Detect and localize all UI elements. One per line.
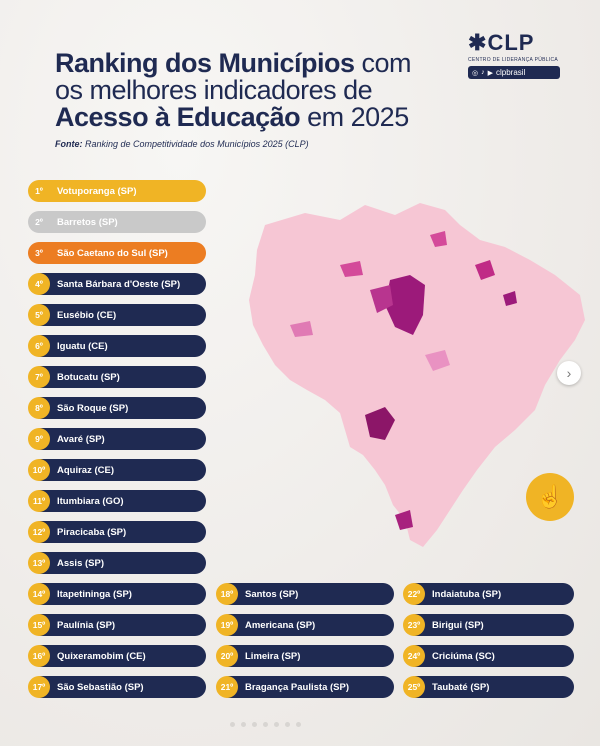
title-bold-1: Ranking dos Municípios (55, 48, 355, 78)
page-dot (252, 722, 257, 727)
ranking-row (405, 583, 574, 605)
instagram-icon: ◎ (472, 69, 479, 77)
rank-badge: 7º (28, 366, 50, 388)
ranking-row (405, 614, 574, 636)
municipality-name: Paulínia (SP) (57, 619, 116, 631)
rank-badge: 10º (28, 459, 50, 481)
rank-badge: 17º (28, 676, 50, 698)
ranking-row (30, 583, 206, 605)
title-line-2: os melhores indicadores de (55, 75, 373, 105)
ranking-row (30, 335, 206, 357)
municipality-name: Eusébio (CE) (57, 309, 117, 321)
rank-badge: 24º (403, 645, 425, 667)
ranking-row (30, 211, 206, 233)
ranking-row (218, 583, 394, 605)
municipality-name: Bragança Paulista (SP) (245, 681, 350, 693)
social-handles (468, 66, 560, 79)
ranking-row (30, 614, 206, 636)
page-dot (296, 722, 301, 727)
source-note (55, 139, 309, 149)
ranking-row (218, 614, 394, 636)
title-rest-3: em 2025 (300, 102, 409, 132)
municipality-name: Criciúma (SC) (432, 650, 495, 662)
rank-badge: 22º (403, 583, 425, 605)
ranking-row (30, 490, 206, 512)
municipality-name: Piracicaba (SP) (57, 526, 127, 538)
rank-badge: 13º (28, 552, 50, 574)
tap-hint (526, 473, 574, 521)
next-slide-button[interactable] (557, 361, 581, 385)
logo-text: CLP (487, 30, 535, 55)
rank-badge: 23º (403, 614, 425, 636)
municipality-name: Santos (SP) (245, 588, 299, 600)
rank-badge: 25º (403, 676, 425, 698)
title-rest-1: com (354, 48, 412, 78)
clp-logo (468, 30, 563, 79)
ranking-row (30, 676, 206, 698)
ranking-row (30, 521, 206, 543)
rank-badge: 4º (28, 273, 50, 295)
youtube-icon: ▶ (487, 69, 493, 77)
ranking-row (30, 180, 206, 202)
person-icon: ✱ (468, 30, 488, 55)
rank-badge: 15º (28, 614, 50, 636)
rank-badge: 9º (28, 428, 50, 450)
ranking-row (218, 676, 394, 698)
ranking-row (30, 242, 206, 264)
municipality-name: Quixeramobim (CE) (57, 650, 146, 662)
rank-badge: 11º (28, 490, 50, 512)
title-bold-3: Acesso à Educação (55, 102, 301, 132)
municipality-name: Itumbiara (GO) (57, 495, 124, 507)
rank-badge: 21º (216, 676, 238, 698)
page-dot (274, 722, 279, 727)
municipality-name: Botucatu (SP) (57, 371, 120, 383)
municipality-name: Votuporanga (SP) (57, 185, 137, 197)
municipality-name: Limeira (SP) (245, 650, 301, 662)
source-label: Fonte: (55, 139, 83, 149)
ranking-row (218, 645, 394, 667)
ranking-row (30, 366, 206, 388)
ranking-row (30, 428, 206, 450)
rank-badge: 19º (216, 614, 238, 636)
page-dot (285, 722, 290, 727)
ranking-row (30, 397, 206, 419)
ranking-row (30, 459, 206, 481)
rank-badge: 14º (28, 583, 50, 605)
rank-badge: 8º (28, 397, 50, 419)
page-title (55, 50, 455, 131)
ranking-row (405, 645, 574, 667)
municipality-name: Iguatu (CE) (57, 340, 108, 352)
rank-badge: 18º (216, 583, 238, 605)
ranking-row (405, 676, 574, 698)
municipality-name: Americana (SP) (245, 619, 316, 631)
rank-badge: 2º (28, 211, 50, 233)
municipality-name: Assis (SP) (57, 557, 104, 569)
ranking-row (30, 645, 206, 667)
rank-badge: 3º (28, 242, 50, 264)
social-handle: clpbrasil (496, 68, 526, 77)
rank-badge: 1º (28, 180, 50, 202)
tiktok-icon: ♪ (481, 69, 485, 76)
municipality-name: Birigui (SP) (432, 619, 484, 631)
municipality-name: Taubaté (SP) (432, 681, 490, 693)
page-dot (263, 722, 268, 727)
rank-badge: 5º (28, 304, 50, 326)
ranking-row (30, 304, 206, 326)
municipality-name: Aquiraz (CE) (57, 464, 114, 476)
rank-badge: 6º (28, 335, 50, 357)
page-dot (230, 722, 235, 727)
municipality-name: São Roque (SP) (57, 402, 129, 414)
page-dot (241, 722, 246, 727)
tap-hand-icon: ☝ (536, 484, 564, 509)
logo-mark (468, 30, 563, 56)
rank-badge: 12º (28, 521, 50, 543)
municipality-name: São Caetano do Sul (SP) (57, 247, 168, 259)
municipality-name: Avaré (SP) (57, 433, 105, 445)
chevron-right-icon: › (566, 365, 572, 381)
rank-badge: 16º (28, 645, 50, 667)
municipality-name: São Sebastião (SP) (57, 681, 144, 693)
municipality-name: Santa Bárbara d'Oeste (SP) (57, 278, 181, 290)
rank-badge: 20º (216, 645, 238, 667)
municipality-name: Indaiatuba (SP) (432, 588, 502, 600)
ranking-row (30, 552, 206, 574)
carousel-indicator (230, 722, 301, 727)
region-south-spot (395, 510, 413, 530)
municipality-name: Itapetininga (SP) (57, 588, 132, 600)
logo-subtitle: CENTRO DE LIDERANÇA PÚBLICA (468, 57, 559, 63)
ranking-row (30, 273, 206, 295)
source-text: Ranking de Competitividade dos Municípios 2025 (CLP) (82, 139, 309, 149)
municipality-name: Barretos (SP) (57, 216, 118, 228)
